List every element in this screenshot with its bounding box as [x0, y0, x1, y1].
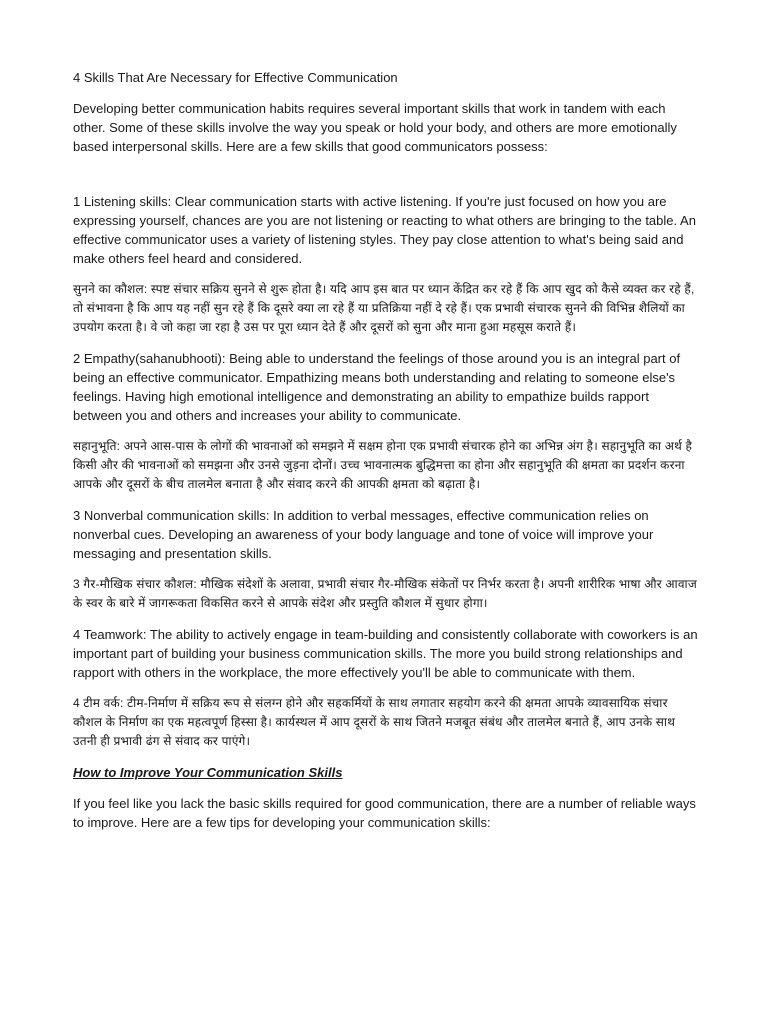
section-1-english: 1 Listening skills: Clear communication starts with active listening. If you're just focused on how you are expressing yourself, chances are you are not listening or reacting to what others are bringing to the table. An effective communicator uses a variety of listening styles. They pay close attention to what's being said and make others feel heard and considered.	[73, 194, 696, 266]
improve-heading: How to Improve Your Communication Skills	[73, 765, 343, 780]
section-2-english: 2 Empathy(sahanubhooti): Being able to understand the feelings of those around you is an integral part of being an effective communicator. Empathizing means both understanding and relating to someone else's feelings. Having high emotional intelligence and demonstrating an ability to empathize builds rapport between you and others and increases your ability to communicate.	[73, 351, 681, 423]
section-3-hindi: 3 गैर-मौखिक संचार कौशल: मौखिक संदेशों के अलावा, प्रभावी संचार गैर-मौखिक संकेतों पर निर्भर करता है। अपनी शारीरिक भाषा और आवाज के स्वर के बारे में जागरूकता विकसित करने से आपके संदेश और प्रस्तुति कौशल में सुधार होगा।	[73, 577, 697, 610]
document-title: 4 Skills That Are Necessary for Effective Communication	[73, 70, 398, 85]
section-2-hindi: सहानुभूति: अपने आस-पास के लोगों की भावनाओं को समझने में सक्षम होना एक प्रभावी संचारक होने का अभिन्न अंग है। सहानुभूति का अर्थ है किसी और की भावनाओं को समझना और उनसे जुड़ना दोनों। उच्च भावनात्मक बुद्धिमत्ता का होना और सहानुभूति की क्षमता का प्रदर्शन करना आपके और दूसरों के बीच तालमेल बनाता है और संवाद करने की आपकी क्षमता को बढ़ाता है।	[73, 439, 693, 491]
section-4-hindi: 4 टीम वर्क: टीम-निर्माण में सक्रिय रूप से संलग्न होने और सहकर्मियों के साथ लगातार सहयोग करने की क्षमता आपके व्यावसायिक संचार कौशल के निर्माण का एक महत्वपूर्ण हिस्सा है। कार्यस्थल में आप दूसरों के साथ जितने मजबूत संबंध और तालमेल बनाते हैं, आप उनके साथ उतनी ही प्रभावी ढंग से संवाद कर पाएंगे।	[73, 696, 676, 748]
document-body	[73, 68, 698, 832]
improve-paragraph: If you feel like you lack the basic skills required for good communication, there are a number of reliable ways to improve. Here are a few tips for developing your communication skills:	[73, 796, 696, 830]
section-3-english: 3 Nonverbal communication skills: In addition to verbal messages, effective communication relies on nonverbal cues. Developing an awareness of your body language and tone of voice will improve your messaging and presentation skills.	[73, 508, 654, 561]
section-1-hindi: सुनने का कौशल: स्पष्ट संचार सक्रिय सुनने से शुरू होता है। यदि आप इस बात पर ध्यान केंद्रित कर रहे हैं कि आप खुद को कैसे व्यक्त कर रहे हैं, तो संभावना है कि आप यह नहीं सुन रहे हैं कि दूसरे क्या ला रहे हैं या प्रतिक्रिया नहीं दे रहे हैं। एक प्रभावी संचारक सुनने की विभिन्न शैलियों का उपयोग करता है। वे जो कहा जा रहा है उस पर पूरा ध्यान देते हैं और दूसरों को सुना और माना हुआ महसूस कराते हैं।	[73, 282, 695, 334]
intro-paragraph: Developing better communication habits requires several important skills that work in tandem with each other. Some of these skills involve the way you speak or hold your body, and others are more emotionally based interpersonal skills. Here are a few skills that good communicators possess:	[73, 101, 677, 154]
section-4-english: 4 Teamwork: The ability to actively engage in team-building and consistently collaborate with coworkers is an important part of building your business communication skills. The more you build strong relationships and rapport with others in the workplace, the more effectively you'll be able to communicate with them.	[73, 627, 698, 680]
